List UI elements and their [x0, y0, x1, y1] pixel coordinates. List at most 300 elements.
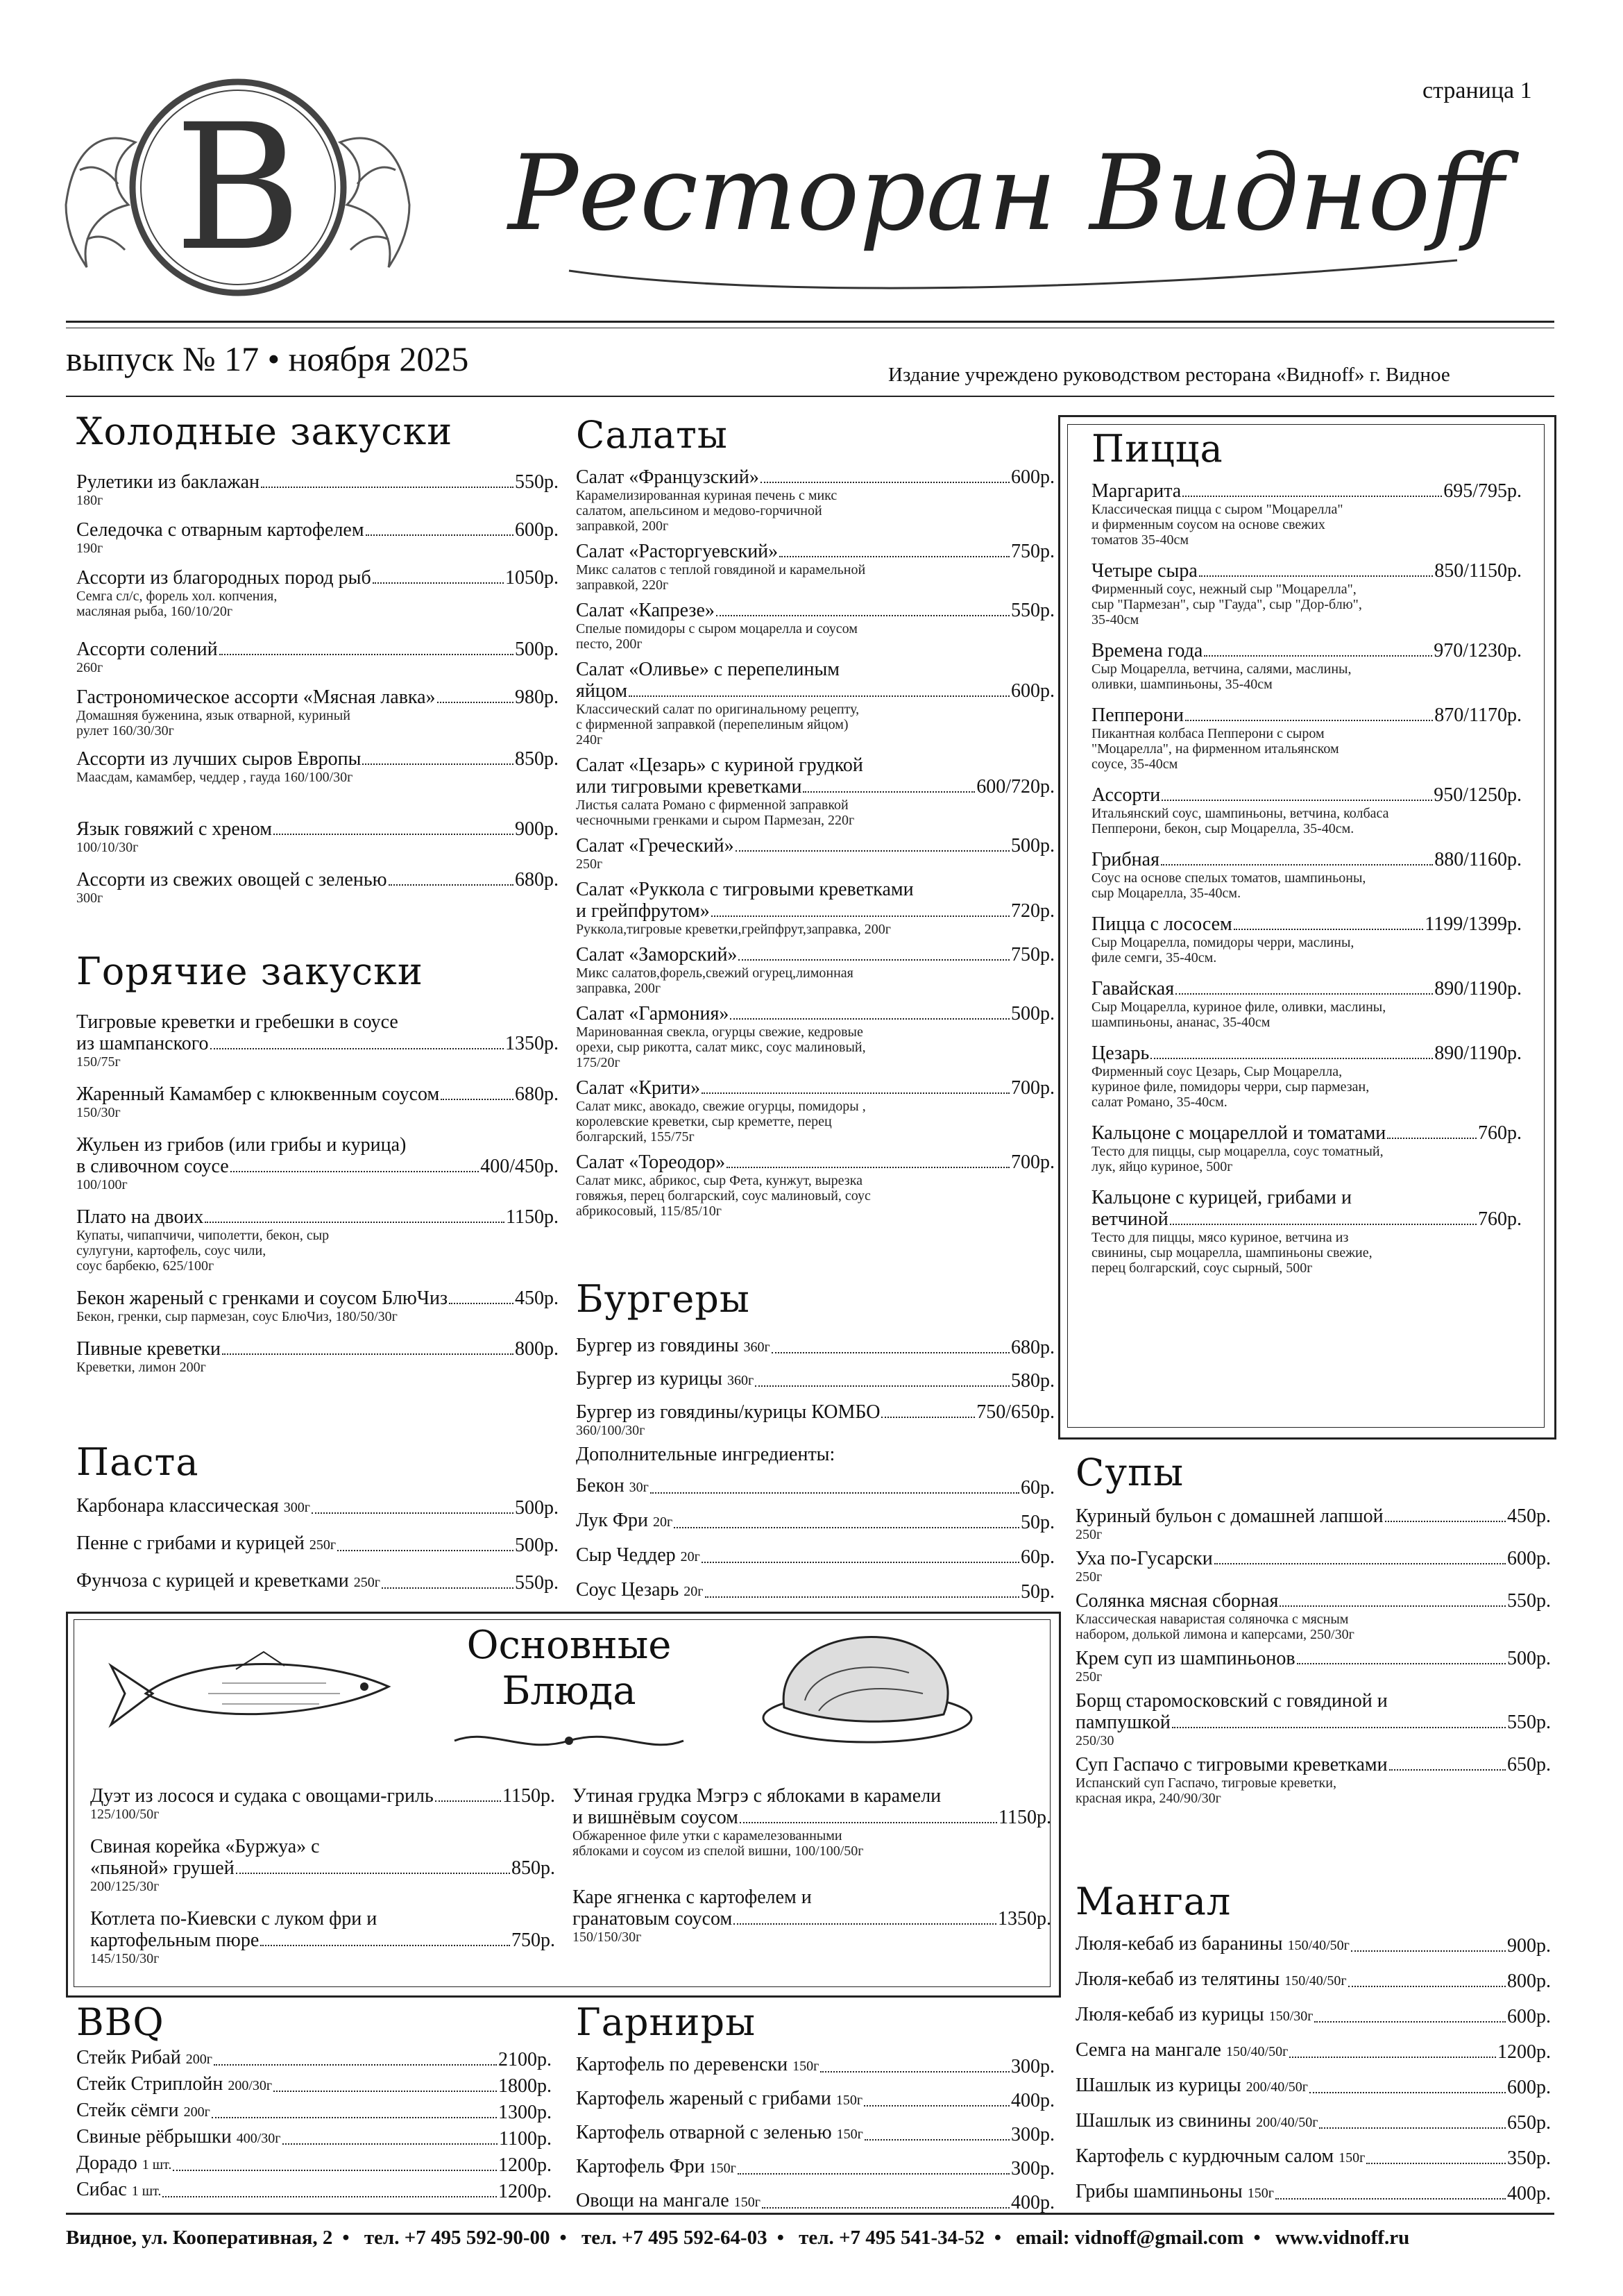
leader-dots	[1297, 1663, 1506, 1664]
menu-item-price: 850р.	[511, 1857, 555, 1879]
menu-item-weight: 300г	[283, 1500, 310, 1515]
menu-item-weight: 150г	[792, 2059, 819, 2074]
menu-item-name: Свиные рёбрышки	[76, 2126, 232, 2147]
menu-item-price: 900р.	[515, 818, 559, 840]
menu-item-description: Спелые помидоры с сыром моцарелла и соусом песто, 200г	[576, 621, 858, 652]
leader-dots	[772, 1352, 1010, 1353]
menu-item-name-line: Салат «Оливье» с перепелиным	[576, 659, 840, 680]
menu-item	[76, 2047, 552, 2070]
menu-item	[76, 686, 559, 738]
leader-dots	[738, 959, 1010, 961]
menu-item-description: Микс салатов с теплой говядиной и карамельной заправкой, 220г	[576, 562, 866, 593]
menu-item-price: 500р.	[1011, 1003, 1055, 1024]
menu-item-description: 150/30г	[76, 1105, 121, 1120]
leader-dots	[1275, 2198, 1506, 2200]
menu-item	[76, 567, 559, 619]
menu-item-price: 650р.	[1507, 1754, 1551, 1775]
salads-section	[576, 413, 1055, 1219]
menu-item-name: ветчиной	[1091, 1208, 1169, 1230]
leader-dots	[219, 654, 513, 655]
menu-item-price: 880/1160р.	[1434, 849, 1522, 870]
logo-letter: B	[174, 87, 302, 289]
cold-appetizers-section	[76, 410, 559, 906]
leader-dots	[212, 2117, 497, 2118]
section-title: BBQ	[76, 2000, 164, 2044]
menu-item-name: Пенне с грибами и курицей	[76, 1533, 305, 1554]
leader-dots	[1170, 1224, 1477, 1225]
menu-item-price: 500р.	[1507, 1648, 1551, 1669]
menu-item-name: Ассорти из благородных пород рыб	[76, 567, 371, 589]
menu-item	[76, 1083, 559, 1120]
menu-item-price: 550р.	[515, 1572, 559, 1594]
menu-item-price: 1200р.	[498, 2181, 552, 2202]
leader-dots	[210, 1048, 504, 1049]
bbq-section	[76, 2000, 552, 2202]
menu-item	[76, 1288, 559, 1324]
menu-item-name: Шашлык из курицы	[1076, 2075, 1241, 2096]
menu-item	[576, 2122, 1055, 2145]
main-dishes-title	[444, 1623, 694, 1714]
menu-item-description: Маринованная свекла, огурцы свежие, кедровые орехи, сыр рикотта, салат микс, соус малиновый, 175/20г	[576, 1024, 866, 1070]
menu-item	[1076, 2004, 1551, 2027]
leader-dots	[1162, 800, 1432, 801]
menu-item-name: Картофель Фри	[576, 2156, 705, 2177]
menu-item-description: Карамелизированная куриная печень с микс салатом, апельсином и медово-горчичной заправкой, 200г	[576, 488, 838, 534]
menu-item-name: Уха по-Гусарски	[1076, 1548, 1213, 1569]
menu-item-weight: 200/40/50г	[1246, 2079, 1308, 2095]
menu-item	[76, 748, 559, 785]
menu-item-name: Гавайская	[1091, 978, 1175, 999]
menu-item-name: Дорадо	[76, 2152, 137, 2174]
leader-dots	[629, 695, 1010, 697]
footer-contacts: Видное, ул. Кооперативная, 2 • тел. +7 495 592-90-00 • тел. +7 495 592-64-03 • тел. +7 495 541-34-52 • email: vidnoff@gmail.com • www.vidnoff.ru	[66, 2227, 1410, 2249]
menu-item-price: 850р.	[515, 748, 559, 770]
section-title: Пицца	[1091, 427, 1223, 471]
menu-item-weight: 200/40/50г	[1256, 2115, 1318, 2130]
menu-item-name: Люля-кебаб из курицы	[1076, 2004, 1264, 2025]
leader-dots	[1182, 496, 1442, 497]
menu-item-name: Фунчоза с курицей и креветками	[76, 1570, 349, 1592]
menu-item-price: 1150р.	[506, 1206, 559, 1228]
menu-item-description: 190г	[76, 541, 103, 556]
menu-item-name: «пьяной» грушей	[90, 1857, 235, 1879]
menu-item-name: Люля-кебаб из баранины	[1076, 1933, 1283, 1955]
leader-dots	[205, 1222, 504, 1223]
menu-item-name: картофельным пюре	[90, 1930, 260, 1951]
menu-item-price: 950/1250р.	[1434, 784, 1522, 806]
leader-dots	[1214, 1563, 1506, 1564]
leader-dots	[1175, 993, 1433, 995]
menu-item-price: 1100р.	[499, 2128, 552, 2150]
menu-item	[1076, 1933, 1551, 1957]
menu-item-price: 500р.	[1011, 835, 1055, 856]
menu-item-name-line: Борщ старомосковский с говядиной и	[1076, 1690, 1388, 1712]
footer-rule	[66, 2213, 1554, 2215]
menu-item	[76, 1134, 559, 1192]
leader-dots	[236, 1873, 510, 1874]
menu-item-name: Карбонара классическая	[76, 1495, 279, 1517]
footer-phone-1[interactable]: тел. +7 495 592-90-00	[364, 2227, 550, 2249]
leader-dots	[1309, 2092, 1506, 2093]
leader-dots	[1280, 1605, 1506, 1607]
menu-item-price: 60р.	[1021, 1477, 1055, 1499]
main-dishes-title-line1: Основные	[466, 1623, 672, 1668]
footer-website[interactable]: www.vidnoff.ru	[1275, 2227, 1410, 2249]
menu-item-price: 50р.	[1021, 1512, 1055, 1533]
section-title: Горячие закуски	[76, 949, 423, 993]
menu-item-weight: 150/40/50г	[1287, 1938, 1350, 1953]
menu-item-price: 500р.	[515, 1497, 559, 1519]
menu-item-name: Бургер из говядины/курицы КОМБО	[576, 1401, 881, 1423]
fish-illustration	[97, 1645, 402, 1742]
leader-dots	[1351, 1950, 1506, 1952]
menu-item	[1076, 1648, 1551, 1685]
menu-item-name: Стейк Стриплойн	[76, 2073, 223, 2095]
menu-item-name: Гастрономическое ассорти «Мясная лавка»	[76, 686, 436, 708]
menu-item-weight: 150г	[1247, 2186, 1274, 2201]
menu-item-price: 680р.	[1011, 1337, 1055, 1358]
menu-item-price: 980р.	[515, 686, 559, 708]
menu-item-weight: 20г	[653, 1514, 673, 1530]
leader-dots	[1289, 2057, 1496, 2058]
menu-item-price: 700р.	[1011, 1077, 1055, 1099]
leader-dots	[865, 2139, 1010, 2141]
menu-item-name: Картофель с курдючным салом	[1076, 2145, 1334, 2167]
menu-item-price: 500р.	[515, 639, 559, 660]
menu-item-description: 260г	[76, 660, 103, 675]
menu-item	[576, 1335, 1055, 1358]
menu-item-price: 890/1190р.	[1434, 978, 1522, 999]
menu-item-name: Ассорти из лучших сыров Европы	[76, 748, 362, 770]
menu-item-name: Бекон	[576, 1475, 624, 1496]
menu-item-weight: 150г	[733, 2195, 760, 2210]
menu-item-name: Грибная	[1091, 849, 1159, 870]
menu-item	[576, 879, 1055, 937]
menu-item-name: Салат «Заморский»	[576, 944, 738, 965]
menu-item-name: Пепперони	[1091, 704, 1184, 726]
menu-item-price: 450р.	[515, 1288, 559, 1309]
leader-dots	[762, 2207, 1010, 2209]
menu-item	[576, 944, 1055, 996]
publisher-note: Издание учреждено руководством ресторана «Видноff» г. Видное	[888, 364, 1450, 386]
menu-item-description: Сыр Моцарелла, куриное филе, оливки, маслины, шампиньоны, ананас, 35-40см	[1091, 999, 1386, 1030]
menu-item-description: 300г	[76, 890, 103, 906]
menu-item	[76, 471, 559, 508]
menu-item-name: Бургер из говядины	[576, 1335, 739, 1356]
menu-item-name: Салат «Гармония»	[576, 1003, 729, 1024]
menu-item-name: Картофель жареный с грибами	[576, 2088, 831, 2109]
menu-item-name: Селедочка с отварным картофелем	[76, 519, 364, 541]
menu-item-price: 600р.	[1011, 680, 1055, 702]
menu-item	[76, 2073, 552, 2097]
menu-item-name: Картофель отварной с зеленью	[576, 2122, 832, 2143]
menu-item-name-line: Салат «Цезарь» с куриной грудкой	[576, 754, 863, 776]
menu-item-weight: 1 шт.	[131, 2184, 162, 2199]
menu-item-price: 450р.	[1507, 1505, 1551, 1527]
menu-item-name: Овощи на мангале	[576, 2190, 729, 2211]
leader-dots	[337, 1550, 513, 1551]
menu-item-price: 600р.	[1507, 2077, 1551, 2098]
menu-item-name: Ассорти солений	[76, 639, 218, 660]
leader-dots	[730, 1018, 1010, 1020]
menu-item-weight: 150/30г	[1268, 2009, 1314, 2024]
leader-dots	[755, 1385, 1010, 1387]
menu-item-name: Суп Гаспачо с тигровыми креветками	[1076, 1754, 1388, 1775]
menu-item	[76, 2152, 552, 2176]
menu-item-price: 50р.	[1021, 1581, 1055, 1603]
menu-item	[76, 818, 559, 855]
menu-item-price: 1200р.	[498, 2154, 552, 2176]
menu-item	[576, 1151, 1055, 1219]
menu-item-price: 400р.	[1011, 2090, 1055, 2111]
menu-item-price: 1350р.	[998, 1908, 1051, 1930]
menu-item	[1091, 640, 1522, 692]
restaurant-name: Ресторан Видноff	[508, 133, 1504, 254]
menu-item-price: 800р.	[515, 1338, 559, 1360]
leader-dots	[162, 2196, 497, 2197]
leader-dots	[1319, 2127, 1506, 2129]
menu-item-name: Язык говяжий с хреном	[76, 818, 273, 840]
menu-item-description: Бекон, гренки, сыр пармезан, соус БлюЧиз, 180/50/30г	[76, 1309, 398, 1324]
menu-item	[576, 2190, 1055, 2213]
leader-dots	[1185, 720, 1433, 721]
menu-item-description: 125/100/50г	[90, 1807, 160, 1822]
leader-dots	[1387, 1138, 1477, 1139]
menu-item	[1076, 1968, 1551, 1992]
menu-item-price: 580р.	[1011, 1370, 1055, 1392]
ornament-flourish	[448, 1720, 690, 1762]
menu-item-description: Итальянский соус, шампиньоны, ветчина, колбаса Пепперони, бекон, сыр Моцарелла, 35-40см.	[1091, 806, 1389, 836]
menu-item-weight: 150г	[836, 2127, 863, 2142]
menu-item-weight: 150г	[835, 2093, 863, 2108]
menu-item-description: Соус на основе спелых томатов, шампиньоны, сыр Моцарелла, 35-40см.	[1091, 870, 1366, 901]
menu-item-price: 850/1150р.	[1434, 560, 1522, 582]
menu-item-name-line: Кальцоне с курицей, грибами и	[1091, 1187, 1352, 1208]
menu-item-description: Сыр Моцарелла, ветчина, салями, маслины, оливки, шампиньоны, 35-40см	[1091, 661, 1352, 692]
menu-item-description: Испанский суп Гаспачо, тигровые креветки, красная икра, 240/90/30г	[1076, 1775, 1336, 1806]
menu-item-name: Салат «Греческий»	[576, 835, 734, 856]
leader-dots	[1389, 1769, 1506, 1771]
menu-item	[76, 1570, 559, 1594]
menu-item	[576, 1003, 1055, 1070]
leader-dots	[441, 1099, 513, 1100]
menu-item-name: Солянка мясная сборная	[1076, 1590, 1279, 1612]
header-bottom-rule	[66, 396, 1554, 397]
menu-item	[90, 1908, 555, 1966]
leader-dots	[760, 482, 1010, 483]
menu-item-weight: 200/30г	[228, 2078, 273, 2093]
menu-item-price: 680р.	[515, 1083, 559, 1105]
menu-item-price: 750р.	[1011, 541, 1055, 562]
main-dishes-right	[572, 1785, 1051, 1945]
section-title: Мангал	[1076, 1880, 1232, 1923]
menu-item-name: и вишнёвым соусом	[572, 1807, 738, 1828]
menu-item-name: Салат «Крити»	[576, 1077, 701, 1099]
menu-item-name: яйцом	[576, 680, 628, 702]
leader-dots	[702, 1092, 1010, 1094]
menu-item-description: 180г	[76, 493, 103, 508]
menu-item-name: Бекон жареный с гренками и соусом БлюЧиз	[76, 1288, 448, 1309]
menu-item-price: 890/1190р.	[1434, 1043, 1522, 1064]
menu-item-name: Ассорти из свежих овощей с зеленью	[76, 869, 387, 890]
menu-item	[1091, 1043, 1522, 1110]
leader-dots	[1204, 655, 1432, 657]
menu-item-name: Сибас	[76, 2179, 127, 2200]
menu-item	[1076, 1590, 1551, 1642]
menu-item	[576, 1401, 1055, 1438]
menu-item-price: 400р.	[1011, 2192, 1055, 2213]
menu-item-description: Фирменный соус Цезарь, Сыр Моцарелла, куриное филе, помидоры черри, сыр пармезан, салат Романо, 35-40см.	[1091, 1064, 1370, 1110]
restaurant-logo	[59, 66, 416, 316]
menu-item-price: 970/1230р.	[1434, 640, 1522, 661]
menu-item	[76, 639, 559, 675]
leader-dots	[230, 1171, 479, 1172]
menu-item	[76, 2126, 552, 2150]
menu-item-price: 1050р.	[505, 567, 559, 589]
menu-item	[76, 2179, 552, 2202]
footer-email[interactable]: email: vidnoff@gmail.com	[1016, 2227, 1244, 2249]
menu-item-name: Пицца с лососем	[1091, 913, 1232, 935]
menu-item-weight: 400/30г	[236, 2131, 281, 2146]
footer-phone-2[interactable]: тел. +7 495 592-64-03	[581, 2227, 767, 2249]
leader-dots	[779, 556, 1010, 557]
menu-item	[1091, 1187, 1522, 1276]
section-title: Гарниры	[576, 2000, 756, 2044]
leader-dots	[173, 2170, 497, 2171]
menu-item-price: 550р.	[515, 471, 559, 493]
page-number: страница 1	[1422, 78, 1532, 103]
menu-item	[1091, 913, 1522, 965]
menu-item	[1091, 480, 1522, 548]
leader-dots	[803, 791, 975, 793]
menu-item-name: Пивные креветки	[76, 1338, 221, 1360]
leader-dots	[740, 1822, 997, 1823]
menu-item-price: 2100р.	[498, 2049, 552, 2070]
menu-item	[76, 1206, 559, 1274]
menu-item	[1076, 1548, 1551, 1585]
menu-item-price: 1150р.	[999, 1807, 1051, 1828]
menu-item-price: 400р.	[1507, 2183, 1551, 2204]
menu-item-description: Семга сл/с, форель хол. копчения, масляная рыба, 160/10/20г	[76, 589, 278, 619]
section-title: Паста	[76, 1440, 199, 1484]
menu-item-price: 300р.	[1011, 2056, 1055, 2077]
menu-item-price: 800р.	[1507, 1970, 1551, 1992]
menu-item-weight: 250г	[309, 1537, 337, 1553]
leader-dots	[437, 702, 513, 703]
leader-dots	[1366, 2163, 1506, 2164]
leader-dots	[820, 2071, 1010, 2073]
extras-title: Дополнительные ингредиенты:	[576, 1444, 835, 1465]
menu-item-name: Четыре сыра	[1091, 560, 1198, 582]
section-title: Холодные закуски	[76, 410, 453, 453]
leader-dots	[273, 2091, 497, 2092]
grill-section	[1076, 1880, 1551, 2204]
menu-item	[1091, 704, 1522, 772]
leader-dots	[449, 1303, 513, 1304]
menu-item	[576, 541, 1055, 593]
menu-item-name: Салат «Расторгуевский»	[576, 541, 779, 562]
menu-item	[76, 869, 559, 906]
menu-item-description: 250/30	[1076, 1733, 1114, 1748]
menu-item-description: 100/100г	[76, 1177, 128, 1192]
menu-item-price: 600р.	[1507, 2006, 1551, 2027]
main-dishes-left	[90, 1785, 555, 1966]
menu-item-name: Жаренный Камамбер с клюквенным соусом	[76, 1083, 440, 1105]
menu-item-description: Сыр Моцарелла, помидоры черри, маслины, филе семги, 35-40см.	[1091, 935, 1354, 965]
soups-section	[1076, 1451, 1551, 1806]
menu-item-weight: 200г	[183, 2104, 210, 2120]
menu-item-description: Пикантная колбаса Пепперони с сыром "Моцарелла", на фирменном итальянском соусе, 35-40см	[1091, 726, 1339, 772]
menu-item-description: Классическая пицца с сыром "Моцарелла" и фирменным соусом на основе свежих томатов 35-40см	[1091, 502, 1343, 548]
menu-item	[576, 2088, 1055, 2111]
menu-item-weight: 360г	[743, 1340, 770, 1355]
menu-item-price: 500р.	[515, 1535, 559, 1556]
leader-dots	[1348, 1986, 1506, 1987]
menu-item-description: Салат микс, абрикос, сыр Фета, кунжут, вырезка говяжья, перец болгарский, соус малиновый, соус абрикосовый, 115/85/10г	[576, 1173, 871, 1219]
menu-item-weight: 150/40/50г	[1284, 1973, 1347, 1989]
menu-item-name: Салат «Французский»	[576, 466, 759, 488]
sides-section	[576, 2000, 1055, 2213]
menu-item-price: 550р.	[1011, 600, 1055, 621]
leader-dots	[674, 1527, 1019, 1528]
menu-item-price: 550р.	[1507, 1712, 1551, 1733]
menu-item	[576, 1579, 1055, 1603]
menu-item-weight: 1 шт.	[142, 2157, 172, 2172]
menu-item-description: 200/125/30г	[90, 1879, 160, 1894]
menu-item-name: Салат «Тореодор»	[576, 1151, 726, 1173]
menu-item-name: Люля-кебаб из телятины	[1076, 1968, 1280, 1990]
menu-item	[1091, 978, 1522, 1030]
menu-item	[1091, 784, 1522, 836]
menu-item-price: 1199/1399р.	[1425, 913, 1522, 935]
pizza-section	[1091, 427, 1522, 1276]
leader-dots	[366, 534, 513, 536]
menu-item-description: Фирменный соус, нежный сыр "Моцарелла", сыр "Пармезан", сыр "Гауда", сыр "Дор-блю", 35-40см	[1091, 582, 1362, 627]
menu-item-price: 60р.	[1021, 1546, 1055, 1568]
menu-item	[1076, 1754, 1551, 1806]
leader-dots	[711, 915, 1010, 917]
menu-item-name: в сливочном соусе	[76, 1156, 229, 1177]
section-title: Салаты	[576, 413, 728, 457]
menu-item	[76, 1495, 559, 1519]
menu-item-price: 900р.	[1507, 1935, 1551, 1957]
footer-phone-3[interactable]: тел. +7 495 541-34-52	[799, 2227, 985, 2249]
menu-item-weight: 250г	[353, 1575, 380, 1590]
menu-item-name: Крем суп из шампиньонов	[1076, 1648, 1295, 1669]
menu-item-price: 1350р.	[505, 1033, 559, 1054]
menu-item-price: 350р.	[1507, 2147, 1551, 2169]
leader-dots	[222, 1353, 513, 1355]
leader-dots	[1234, 929, 1424, 930]
menu-item	[572, 1886, 1051, 1945]
menu-item-price: 600р.	[1011, 466, 1055, 488]
menu-item	[76, 519, 559, 556]
menu-item-name: Рулетики из баклажан	[76, 471, 260, 493]
menu-item-price: 1800р.	[498, 2075, 552, 2097]
menu-item-price: 750/650р.	[976, 1401, 1055, 1423]
menu-item-description: Маасдам, камамбер, чеддер , гауда 160/100/30г	[76, 770, 353, 785]
leader-dots	[261, 487, 513, 488]
leader-dots	[373, 582, 504, 584]
menu-item-price: 750р.	[511, 1930, 555, 1951]
menu-item-name: Стейк сёмги	[76, 2100, 179, 2121]
leader-dots	[738, 2173, 1010, 2175]
menu-item-description: 145/150/30г	[90, 1951, 160, 1966]
menu-item-weight: 150г	[709, 2161, 736, 2176]
menu-item-description: Классический салат по оригинальному рецепту, с фирменной заправкой (перепелиным яйцом) 240г	[576, 702, 860, 748]
menu-item	[90, 1785, 555, 1822]
menu-item-name-line: Салат «Руккола с тигровыми креветками	[576, 879, 914, 900]
